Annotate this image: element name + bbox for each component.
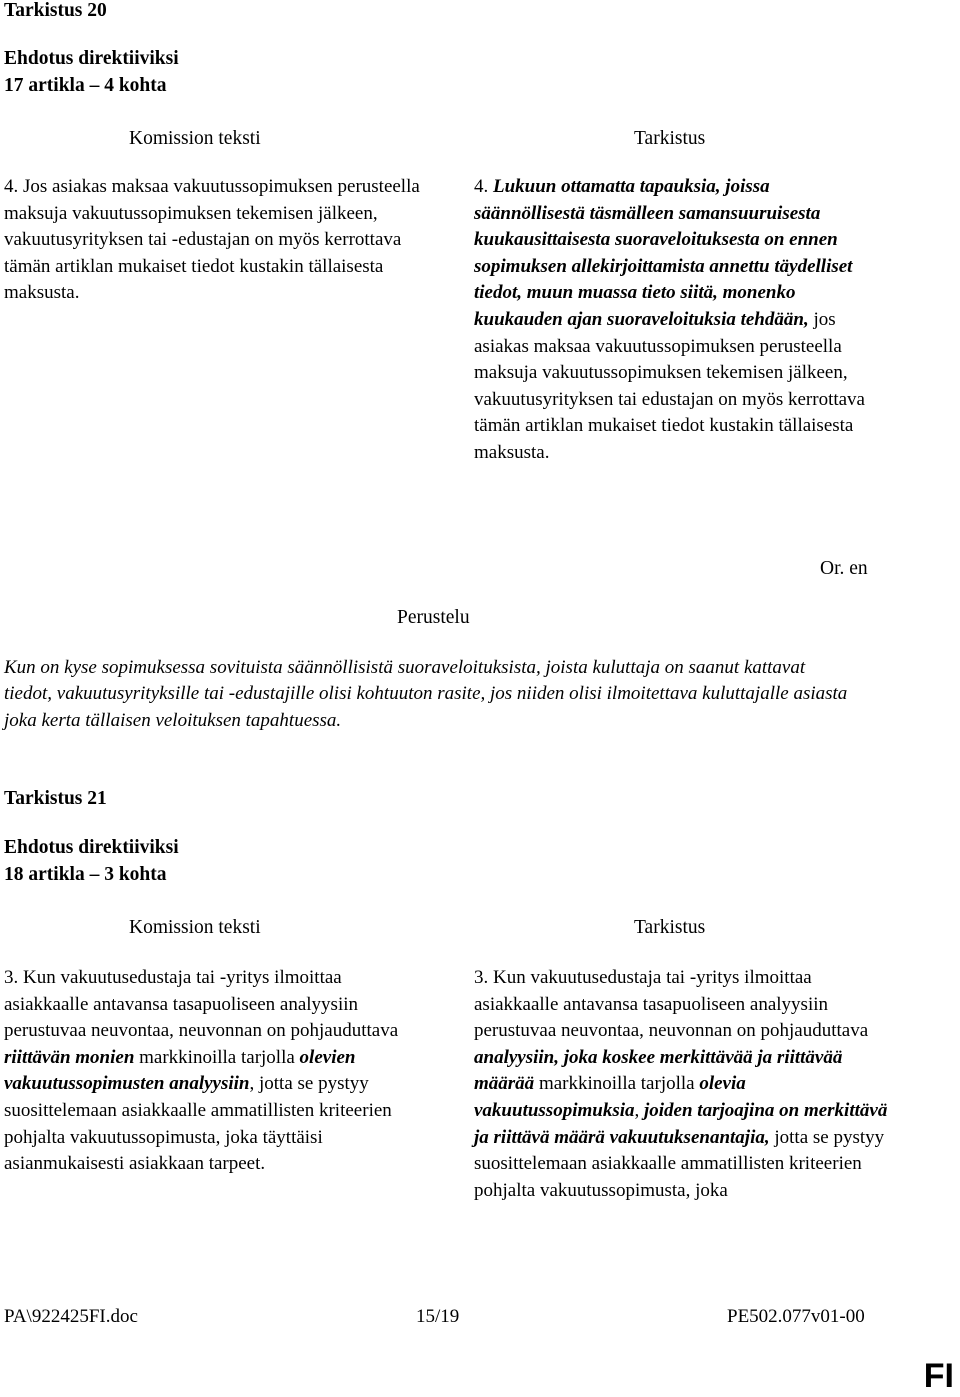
inserted-text: olevia vakuutussopimuksia — [474, 1073, 746, 1121]
amendment-number: 4. — [474, 176, 493, 197]
amendment-title: Tarkistus 21 — [4, 788, 107, 809]
amendment-title: Tarkistus 20 — [4, 0, 107, 21]
deleted-text: riittävän monien — [4, 1046, 135, 1068]
justification-heading: Perustelu — [397, 607, 470, 628]
footer-reference: PE502.077v01-00 — [727, 1306, 865, 1327]
amendment-text — [474, 965, 894, 1204]
text-segment: , — [634, 1099, 644, 1121]
commission-text: 4. Jos asiakas maksaa vakuutussopimuksen perusteella maksuja vakuutussopimuksen tekemisen jälkeen, vakuutusyrityksen tai -edustajan on myös kerrottava tämän artiklan mukaiset tiedot kustakin tällaisesta maksusta. — [4, 176, 420, 304]
footer-document-name: PA\922425FI.doc — [4, 1306, 138, 1327]
amendment-heading: Tarkistus — [634, 917, 706, 938]
amendment-heading: Tarkistus — [634, 128, 706, 149]
text-segment: , jotta se pystyy suosittelemaan asiakkaalle ammatillisten kriteerien pohjalta vakuutussopimusta, joka täyttäisi asianmukaisesti asiakkaan tarpeet. — [4, 1073, 392, 1175]
article-reference: 17 artikla – 4 kohta — [4, 75, 167, 96]
text-segment: markkinoilla tarjolla — [534, 1073, 700, 1095]
text-segment: 3. Kun vakuutusedustaja tai -yritys ilmoittaa asiakkaalle antavansa tasapuoliseen analyysiin perustuvaa neuvontaa, neuvonnan on pohjauduttava — [4, 967, 399, 1042]
commission-text-heading: Komission teksti — [129, 128, 261, 149]
text-segment: 3. Kun vakuutusedustaja tai -yritys ilmoittaa asiakkaalle antavansa tasapuoliseen analyysiin perustuvaa neuvontaa, neuvonnan on pohjauduttava — [474, 967, 869, 1042]
text-segment: markkinoilla tarjolla — [134, 1046, 300, 1068]
amendment-inserted-text: Lukuun ottamatta tapauksia, joissa säännöllisestä täsmälleen samansuuruisesta kuukausittaisesta suoraveloituksesta on ennen sopimuksen allekirjoittamista annettu täydelliset tiedot, muun muassa tieto siitä, monenko kuukauden ajan suoraveloituksia tehdään, — [474, 176, 853, 330]
inserted-text: analyysiin, joka koskee merkittävää ja riittävää määrää — [474, 1046, 843, 1095]
deleted-text: olevien vakuutussopimusten analyysiin — [4, 1046, 356, 1095]
inserted-text: joiden tarjoajina on merkittävä ja riittävä määrä vakuutuksenantajia, — [474, 1099, 888, 1148]
justification-text: Kun on kyse sopimuksessa sovituista säännöllisistä suoraveloituksista, joista kuluttaja on saanut kattavat tiedot, vakuutusyrityksille tai -edustajille olisi kohtuuton rasite, jos niiden olisi ilmoitettava kuluttajalle asiasta joka kerta tällaisen veloituksen tapahtuessa. — [4, 657, 848, 731]
footer-page-number: 15/19 — [416, 1306, 460, 1327]
proposal-label: Ehdotus direktiiviksi — [4, 837, 179, 858]
commission-text-heading: Komission teksti — [129, 917, 261, 938]
language-code: FI — [923, 1357, 954, 1395]
original-language: Or. en — [820, 558, 868, 579]
amendment-text — [474, 174, 874, 467]
amendment-unchanged-text: jos asiakas maksaa vakuutussopimuksen perusteella maksuja vakuutussopimuksen tekemisen jälkeen, vakuutusyrityksen tai edustajan on myös kerrottava tämän artiklan mukaiset tiedot kustakin tällaisesta maksusta. — [474, 308, 865, 463]
article-reference: 18 artikla – 3 kohta — [4, 864, 167, 885]
text-segment: jotta se pystyy suosittelemaan asiakkaalle ammatillisten kriteerien pohjalta vakuutussopimusta, joka — [474, 1126, 885, 1201]
commission-text — [4, 965, 399, 1178]
proposal-label: Ehdotus direktiiviksi — [4, 48, 179, 69]
